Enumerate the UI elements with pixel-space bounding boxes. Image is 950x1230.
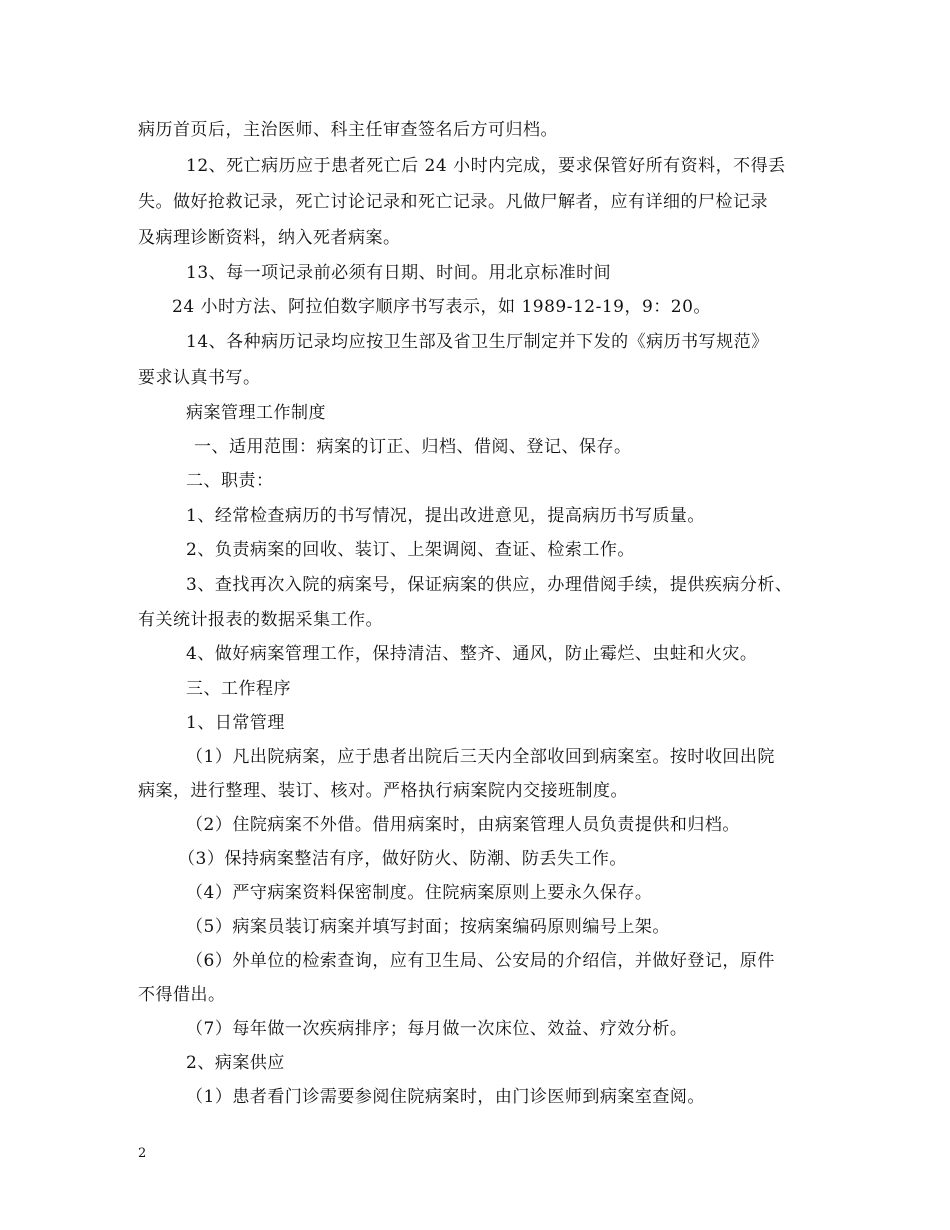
text-line: 14、各种病历记录均应按卫生部及省卫生厅制定并下发的《病历书写规范》 [186,332,769,352]
text-line: 3、查找再次入院的病案号，保证病案的供应，办理借阅手续，提供疾病分析、 [186,575,793,595]
text-line: 1、经常检查病历的书写情况，提出改进意见，提高病历书写质量。 [186,506,705,526]
text-line: 失。做好抢救记录，死亡讨论记录和死亡记录。凡做尸解者，应有详细的尸检记录 [138,192,768,212]
text-line: （3）保持病案整洁有序，做好防火、防潮、防丢失工作。 [178,849,627,869]
text-line: 2、负责病案的回收、装订、上架调阅、查证、检索工作。 [186,540,635,560]
text-line: 一、适用范围：病案的订正、归档、借阅、登记、保存。 [194,437,632,457]
text-line: 有关统计报表的数据采集工作。 [138,610,383,630]
text-line: （2）住院病案不外借。借用病案时，由病案管理人员负责提供和归档。 [186,815,740,835]
text-line: 病历首页后，主治医师、科主任审查签名后方可归档。 [138,120,558,140]
text-line: 及病理诊断资料，纳入死者病案。 [138,228,401,248]
text-line: 12、死亡病历应于患者死亡后 24 小时内完成，要求保管好所有资料，不得丢 [186,156,786,176]
text-line: （1）患者看门诊需要参阅住院病案时，由门诊医师到病案室查阅。 [186,1087,705,1107]
page-number: 2 [138,1146,147,1161]
text-line: 要求认真书写。 [138,368,261,388]
text-line: 不得借出。 [138,985,226,1005]
text-line: 24 小时方法、阿拉伯数字顺序书写表示，如 1989-12-19，9：20。 [172,297,711,317]
text-line: （4）严守病案资料保密制度。住院病案原则上要永久保存。 [186,883,653,903]
text-line: （5）病案员装订病案并填写封面；按病案编码原则编号上架。 [186,917,670,937]
text-line: （7）每年做一次疾病排序；每月做一次床位、效益、疗效分析。 [186,1019,688,1039]
text-line: 1、日常管理 [186,713,285,733]
text-line: 13、每一项记录前必须有日期、时间。用北京标准时间 [186,263,612,283]
text-line: 4、做好病案管理工作，保持清洁、整齐、通风，防止霉烂、虫蛀和火灾。 [186,644,758,664]
text-line: 2、病案供应 [186,1053,285,1073]
text-line: 二、职责： [186,471,274,491]
text-line: 病案，进行整理、装订、核对。严格执行病案院内交接班制度。 [138,781,628,801]
text-line: 三、工作程序 [186,679,291,699]
text-line: （6）外单位的检索查询，应有卫生局、公安局的介绍信，并做好登记，原件 [186,951,775,971]
text-line: （1）凡出院病案，应于患者出院后三天内全部收回到病案室。按时收回出院 [186,747,775,767]
section-heading: 病案管理工作制度 [186,403,326,423]
